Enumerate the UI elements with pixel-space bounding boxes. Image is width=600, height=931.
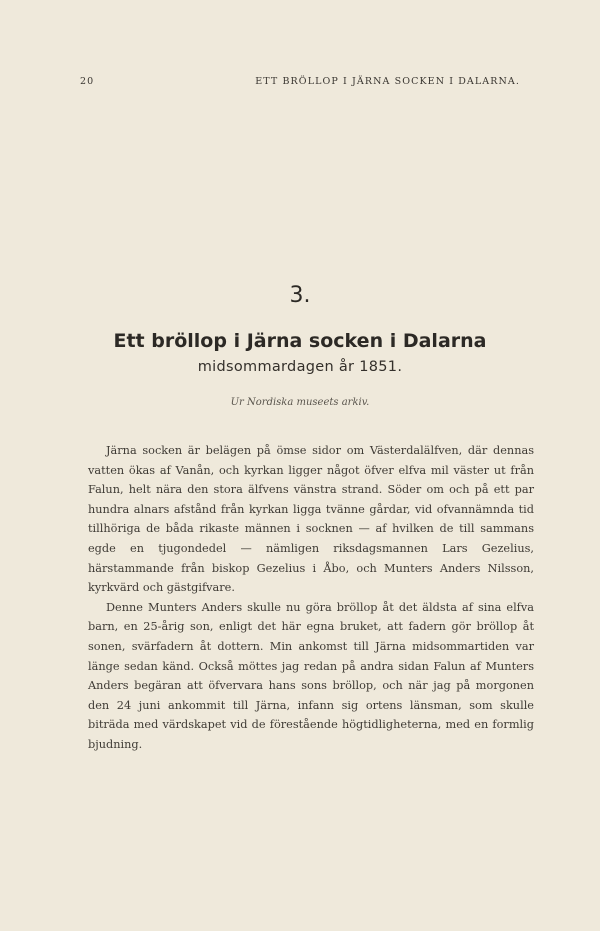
body-text xyxy=(88,441,534,755)
paragraph-2: Denne Munters Anders skulle nu göra bröllop åt det äldsta af sina elfva barn, en 25-årig son, enligt det här egna bruket, att fadern gör bröllop åt sonen, svärfadern åt dottern. Min ankomst till Järna midsommartiden var länge sedan känd. Också möttes jag redan på andra sidan Falun af Munters Anders begäran att öfvervara hans sons bröllop, och när jag på morgonen den 24 juni ankommit till Järna, infann sig ortens länsman, som skulle biträda med värdskapet vid de förestående högtidligheterna, med en formlig bjudning. xyxy=(88,600,534,751)
running-title: ETT BRÖLLOP I JÄRNA SOCKEN I DALARNA. xyxy=(255,76,520,87)
chapter-subtitle: midsommardagen år 1851. xyxy=(197,359,403,375)
source-note: Ur Nordiska museets arkiv. xyxy=(230,397,370,408)
paragraph-1: Järna socken är belägen på ömse sidor om Västerdalälfven, där dennas vatten ökas af Vanån, och kyrkan ligger något öfver elfva mil väster ut från Falun, helt nära den stora älfvens vänstra strand. Söder om och på ett par hundra alnars afstånd från kyrkan ligga tvänne gårdar, vid ofvannämnda tid tillhöriga de båda rikaste männen i socknen — af hvilken de till sammans egde en tjugondedel — nämligen riksdagsmannen Lars Gezelius, härstammande från biskop Gezelius i Åbo, och Munters Anders Nilsson, kyrkvärd och gästgifvare. xyxy=(88,444,534,595)
chapter-number: 3. xyxy=(289,283,311,308)
chapter-title: Ett bröllop i Järna socken i Dalarna xyxy=(113,330,487,352)
page-number: 20 xyxy=(80,76,95,87)
